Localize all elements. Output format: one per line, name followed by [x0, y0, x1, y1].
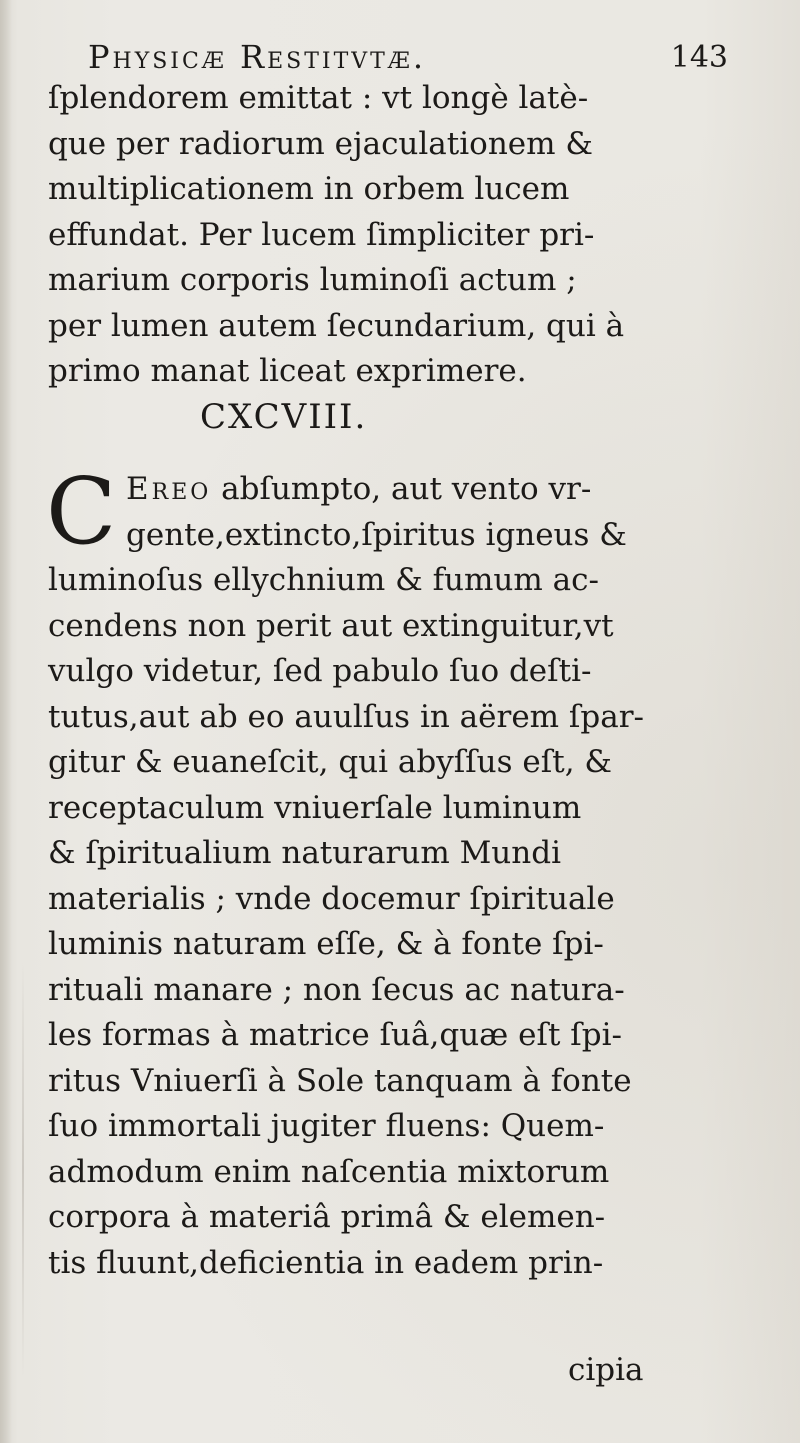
text-line: ritus Vniuerſi à Sole tanquam à fonte [48, 1062, 632, 1099]
text-line: ſuo immortali jugiter fluens: Quem- [48, 1108, 605, 1144]
opening-word: Ereo [126, 471, 212, 507]
text-line: que per radiorum ejaculationem & [48, 125, 593, 162]
text-line: tis fluunt,deficientia in eadem prin- [48, 1244, 604, 1281]
drop-cap-lines [46, 458, 688, 565]
text-line: corpora à materiâ primâ & elemen- [48, 1199, 606, 1235]
text-line: per lumen autem ſecundarium, qui à [48, 307, 625, 344]
text-line: multiplicationem in orbem lucem [48, 171, 570, 207]
text-line: effundat. Per lucem ſimpliciter pri- [48, 216, 595, 253]
text-line: admodum enim naſcentia mixtorum [48, 1153, 610, 1190]
section-paragraph [46, 458, 688, 1286]
text-line: tutus,aut ab eo auulſus in aërem ſpar- [48, 698, 645, 735]
running-head: Physicæ Restitvtæ. [88, 38, 427, 76]
text-line: les formas à matrice ſuâ,quæ eſt ſpi- [48, 1017, 622, 1053]
text-line: primo manat liceat exprimere. [48, 353, 527, 389]
text-line: receptaculum vniuerſale luminum [48, 789, 582, 826]
section-number: CXCVIII. [200, 397, 368, 437]
text-line: marium corporis luminoſi actum ; [48, 262, 577, 298]
text-line: luminis naturam eſſe, & à fonte ſpi- [48, 926, 604, 962]
page-number: 143 [670, 40, 728, 75]
page-gutter-shadow [0, 0, 12, 1443]
text-line: gente,extincto,ſpiritus igneus & [126, 516, 627, 553]
text-line: cendens non perit aut extinguitur,vt [48, 607, 614, 644]
catchword: cipia [568, 1352, 644, 1388]
text-line: ſplendorem emittat : vt longè latè- [48, 80, 589, 116]
drop-cap-initial: C [46, 458, 117, 565]
text-line: vulgo videtur, ſed pabulo ſuo deſti- [48, 653, 592, 689]
paragraph-continuation [48, 76, 688, 395]
text-line: luminoſus ellychnium & fumum ac- [48, 562, 599, 598]
text-line: materialis ; vnde docemur ſpirituale [48, 880, 615, 917]
paper-crease [22, 960, 24, 1380]
text-line: & ſpiritualium naturarum Mundi [48, 835, 561, 871]
text-line: gitur & euaneſcit, qui abyſſus eſt, & [48, 744, 612, 780]
text-line: rituali manare ; non ſecus ac natura- [48, 971, 625, 1008]
text-line-rest: abſumpto, aut vento vr- [221, 471, 592, 507]
text-line [126, 467, 688, 513]
